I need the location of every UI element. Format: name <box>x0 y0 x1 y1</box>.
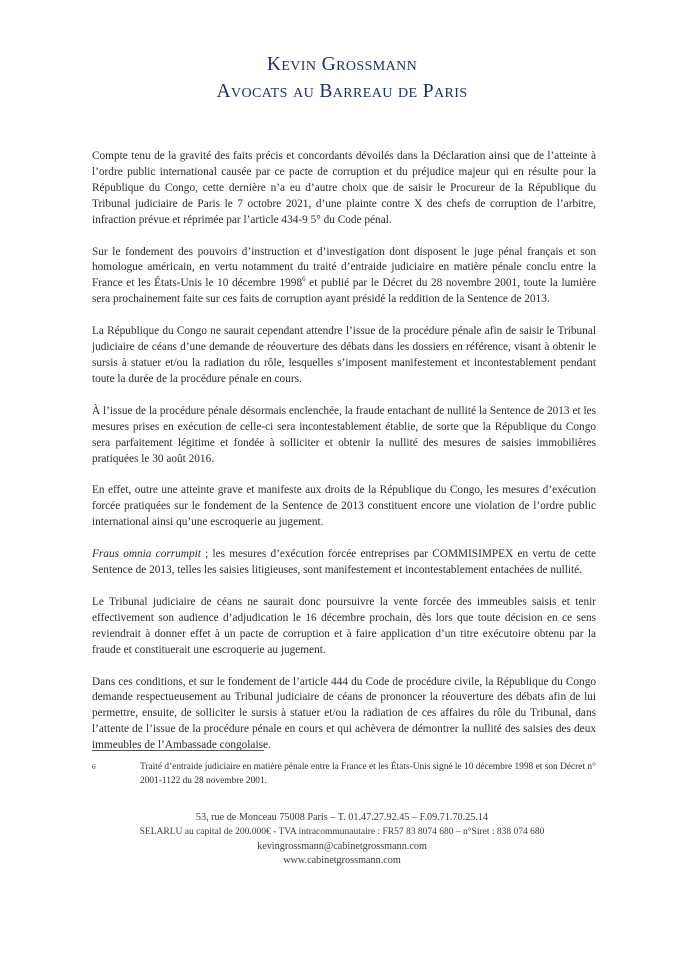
letterhead <box>0 52 684 105</box>
firm-title: Avocats au Barreau de Paris <box>216 81 468 102</box>
paragraph-2 <box>92 245 596 309</box>
footnote-reference[interactable]: 6 <box>302 275 306 284</box>
paragraph-3: La République du Congo ne saurait cependant attendre l’issue de la procédure pénale afin de saisir le Tribunal judiciaire de céans d’une demande de réouverture des débats dans les dossiers en référence, visant à obtenir le sursis à statuer et/ou la radiation du rôle, lesquelles s’imposent manifestement et incontestablement pendant toute la durée de la procédure pénale en cours. <box>92 325 596 385</box>
footer-website[interactable]: www.cabinetgrossmann.com <box>283 854 401 866</box>
footer-email[interactable]: kevingrossmann@cabinetgrossmann.com <box>257 840 427 852</box>
paragraph-5: En effet, outre une atteinte grave et manifeste aux droits de la République du Congo, les mesures d’exécution forcée pratiquées sur le fondement de la Sentence de 2013 constituent encore une violation de l’ordre public international ainsi qu’une escroquerie au jugement. <box>92 484 596 529</box>
paragraph-6 <box>92 547 596 579</box>
footnote-separator <box>92 750 264 751</box>
footnote-number: 6 <box>92 763 96 771</box>
lawyer-name: Kevin Grossmann <box>266 54 418 75</box>
paragraph-4: À l’issue de la procédure pénale désormais enclenchée, la fraude entachant de nullité la Sentence de 2013 et les mesures prises en exécution de celle-ci sera incontestablement établie, de sorte que la République du Congo sera parfaitement légitime et fondée à solliciter et obtenir la nullité des mesures de saisies immobilières pratiquées le 30 août 2016. <box>92 404 596 465</box>
footnote-text: Traité d’entraide judiciaire en matière pénale entre la France et les États-Unis signé le 10 décembre 1998 et son Décret n° 2001-1122 du 28 novembre 2001. <box>140 762 596 786</box>
paragraph-1: Compte tenu de la gravité des faits précis et concordants dévoilés dans la Déclaration ainsi que de l’atteinte à l’ordre public international causée par ce pacte de corruption et du préjudice majeur qui en résulte pour la République du Congo, cette dernière n’a eu d’autre choix que de saisir le Procureur de la République du Tribunal judiciaire de Paris le 7 octobre 2021, d’une plainte contre X des chefs de corruption de l’arbitre, infraction prévue et réprimée par l’article 434-9 5° du Code pénal. <box>92 150 596 226</box>
paragraph-2-text-before: Sur le fondement des pouvoirs d’instruction et d’investigation dont disposent le juge pénal français et son homologue américain, en vertu notamment du traité d’entraide judiciaire en matière pénale conclu entre la France et les États-Unis le 10 décembre 1998 <box>92 245 596 290</box>
paragraph-8: Dans ces conditions, et sur le fondement de l’article 444 du Code de procédure civile, la République du Congo demande respectueusement au Tribunal judiciaire de céans de prononcer la réouverture des débats afin de lui permettre, ensuite, de solliciter le sursis à statuer et/ou la radiation de ces affaires du rôle du Tribunal, dans l’attente de l’issue de la procédure pénale en cours et qui achèvera de démontrer la nullité des saisies des deux immeubles de l’Ambassade congolaise. <box>92 675 596 752</box>
footnote <box>92 760 596 788</box>
document-body <box>92 149 596 770</box>
footer-company-info: SELARLU au capital de 200.000€ - TVA intracommunautaire : FR57 83 8074 680 – n°Siret : 838 074 680 <box>139 827 545 838</box>
page-footer <box>0 811 684 868</box>
latin-maxim: Fraus omnia corrumpit <box>92 548 201 561</box>
footer-address: 53, rue de Monceau 75008 Paris – T. 01.47.27.92.45 – F.09.71.70.25.14 <box>195 812 489 823</box>
paragraph-6-text: ; les mesures d’exécution forcée entreprises par COMMISIMPEX en vertu de cette Sentence de 2013, telles les saisies litigieuses, sont manifestement et incontestablement entachées de nullité. <box>92 548 596 577</box>
paragraph-2-text-after: et publié par le Décret du 28 novembre 2001, toute la lumière sera prochainement faite sur ces faits de corruption ayant présidé la reddition de la Sentence de 2013. <box>92 277 596 306</box>
paragraph-7: Le Tribunal judiciaire de céans ne saurait donc poursuivre la vente forcée des immeubles saisis et tenir effectivement son audience d’adjudication le 16 décembre prochain, dès lors que toute décision en ce sens reviendrait à donner effet à un pacte de corruption et à faire application d’un titre exécutoire obtenu par la fraude et constituerait une escroquerie au jugement. <box>92 595 596 656</box>
